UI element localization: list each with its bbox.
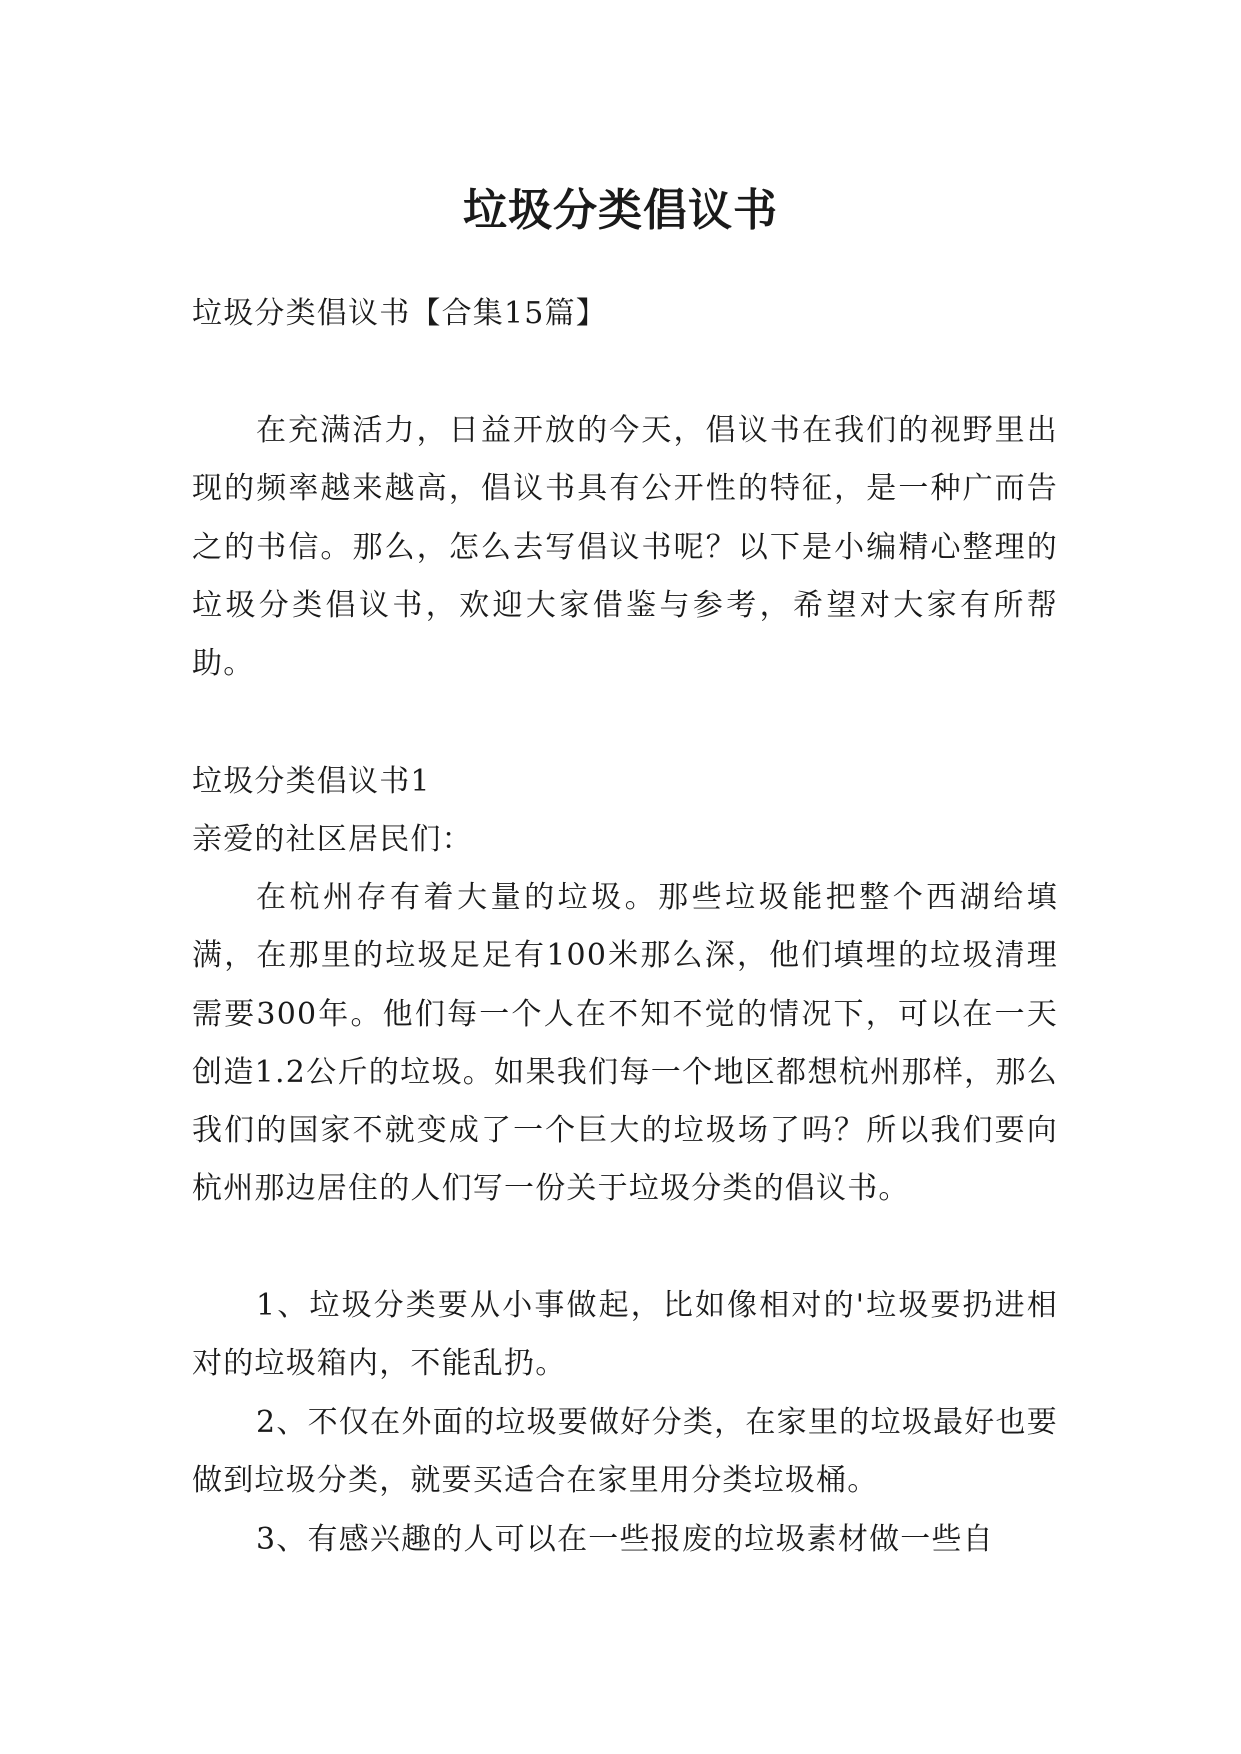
numbered-point-1: 1、垃圾分类要从小事做起，比如像相对的'垃圾要扔进相对的垃圾箱内，不能乱扔。 xyxy=(192,1288,1058,1382)
intro-paragraph: 在充满活力，日益开放的今天，倡议书在我们的视野里出现的频率越来越高，倡议书具有公开性的特征，是一种广而告之的书信。那么，怎么去写倡议书呢？以下是小编精心整理的垃圾分类倡议书，欢迎大家借鉴与参考，希望对大家有所帮助。 xyxy=(192,413,1058,682)
document-subtitle: 垃圾分类倡议书【合集15篇】 xyxy=(192,296,607,331)
greeting-line: 亲爱的社区居民们： xyxy=(192,822,473,857)
numbered-point-3: 3、有感兴趣的人可以在一些报废的垃圾素材做一些自 xyxy=(256,1522,994,1557)
body-paragraph: 在杭州存有着大量的垃圾。那些垃圾能把整个西湖给填满，在那里的垃圾足足有100米那么深，他们填埋的垃圾清理需要300年。他们每一个人在不知不觉的情况下，可以在一天创造1.2公斤的垃圾。如果我们每一个地区都想杭州那样，那么我们的国家不就变成了一个巨大的垃圾场了吗？所以我们要向杭州那边居住的人们写一份关于垃圾分类的倡议书。 xyxy=(192,880,1058,1207)
section-heading: 垃圾分类倡议书1 xyxy=(192,764,431,799)
numbered-point-2: 2、不仅在外面的垃圾要做好分类，在家里的垃圾最好也要做到垃圾分类，就要买适合在家里用分类垃圾桶。 xyxy=(192,1405,1058,1499)
document-title: 垃圾分类倡议书 xyxy=(463,185,778,237)
